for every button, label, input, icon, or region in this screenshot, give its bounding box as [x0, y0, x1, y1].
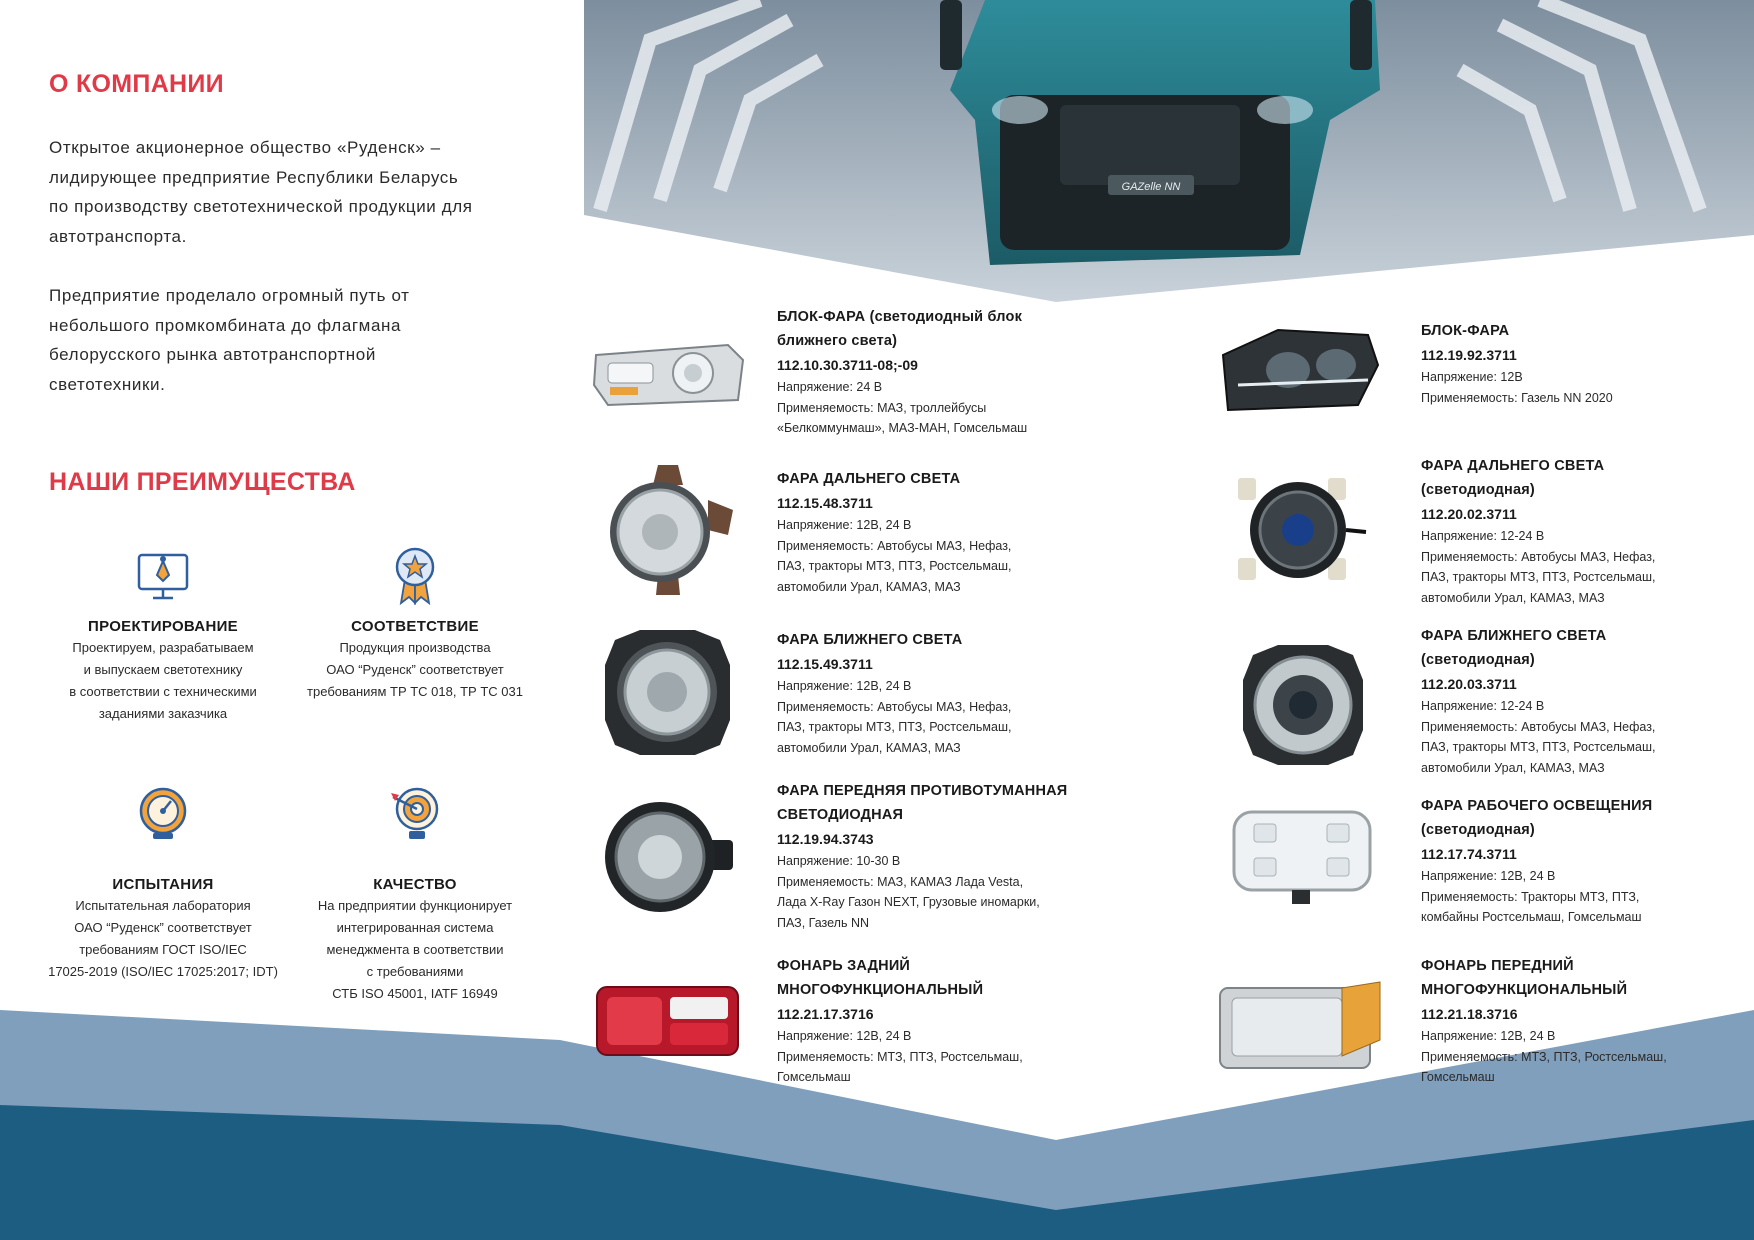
product-card [1421, 624, 1721, 778]
product-code: 112.21.17.3716 [777, 1006, 874, 1022]
advantage-desc: Испытательная лаборатория ОАО “Руденск” соответствует требованиям ГОСТ ISO/IEC 17025-2019 (ISO/IEC 17025:2017; IDT) [48, 898, 278, 979]
product-name: БЛОК-ФАРА (светодиодный блок ближнего света) [777, 309, 1023, 349]
product-code: 112.19.94.3743 [777, 831, 874, 847]
about-paragraph-2: Предприятие проделало огромный путь от небольшого промкомбината до флагмана белорусского рынка автотранспортной светотехники. [49, 286, 410, 394]
product-usage: Применяемость: МАЗ, КАМАЗ Лада Vesta, [777, 874, 1024, 889]
product-voltage: Напряжение: 12-24 В [1421, 699, 1545, 713]
advantage-compliance [290, 540, 540, 703]
product-card [777, 779, 1107, 933]
product-usage: автомобили Урал, КАМАЗ, МАЗ [777, 740, 961, 755]
advantage-title: КАЧЕСТВО [373, 876, 457, 893]
product-card [1421, 794, 1721, 928]
product-usage: ПАЗ, тракторы МТЗ, ПТЗ, Ростсельмаш, [777, 559, 1012, 573]
product-name: ФАРА ПЕРЕДНЯЯ ПРОТИВОТУМАННАЯ СВЕТОДИОДНАЯ [777, 783, 1068, 823]
product-usage: Применяемость: Автобусы МАЗ, Нефаз, [777, 699, 1012, 714]
product-card [777, 305, 1077, 439]
product-image-high-beam [598, 460, 738, 600]
product-code: 112.15.48.3711 [777, 495, 873, 511]
advantage-title: ИСПЫТАНИЯ [112, 876, 214, 893]
product-usage: ПАЗ, тракторы МТЗ, ПТЗ, Ростсельмаш, [777, 720, 1012, 734]
about-title: О КОМПАНИИ [49, 70, 224, 98]
product-usage: автомобили Урал, КАМАЗ, МАЗ [1421, 760, 1605, 775]
product-usage: Применяемость: МТЗ, ПТЗ, Ростсельмаш, [1421, 1049, 1667, 1064]
product-usage: Применяемость: Тракторы МТЗ, ПТЗ, [1421, 889, 1640, 904]
hero-photo [584, 0, 1754, 302]
design-monitor-icon [133, 540, 193, 610]
gauge-icon [133, 778, 193, 848]
advantage-title: ПРОЕКТИРОВАНИЕ [88, 618, 238, 635]
product-code: 112.20.02.3711 [1421, 506, 1517, 522]
product-usage: Применяемость: Газель NN 2020 [1421, 390, 1613, 405]
product-image-rear-lamp [595, 985, 740, 1057]
product-image-gazelle-headlamp [1218, 325, 1383, 415]
product-voltage: Напряжение: 24 В [777, 380, 883, 394]
product-code: 112.10.30.3711-08;-09 [777, 357, 918, 373]
product-usage: Применяемость: Автобусы МАЗ, Нефаз, [1421, 719, 1656, 734]
product-voltage: Напряжение: 12-24 В [1421, 529, 1545, 543]
product-card [1421, 954, 1721, 1088]
advantage-title: СООТВЕТСТВИЕ [351, 618, 479, 635]
product-name: ФАРА ДАЛЬНЕГО СВЕТА [777, 471, 961, 487]
product-card [1421, 319, 1721, 408]
product-usage: Применяемость: Автобусы МАЗ, Нефаз, [1421, 549, 1656, 564]
product-card [777, 628, 1077, 758]
product-usage: Гомсельмаш [777, 1070, 851, 1084]
advantages-title: НАШИ ПРЕИМУЩЕСТВА [49, 468, 356, 496]
product-name: ФАРА ДАЛЬНЕГО СВЕТА (светодиодная) [1421, 458, 1605, 498]
product-card [777, 954, 1077, 1088]
advantage-desc: Проектируем, разрабатываем и выпускаем светотехнику в соответствии с техническими заданиями заказчика [69, 640, 257, 721]
advantage-design [38, 540, 288, 725]
product-usage: ПАЗ, тракторы МТЗ, ПТЗ, Ростсельмаш, [1421, 740, 1656, 754]
product-usage: «Белкоммунмаш», МАЗ-МАН, Гомсельмаш [777, 421, 1028, 435]
product-image-front-lamp [1218, 980, 1383, 1075]
hero-badge: GAZelle NN [1121, 181, 1181, 193]
product-usage: ПАЗ, тракторы МТЗ, ПТЗ, Ростсельмаш, [1421, 570, 1656, 584]
product-card [777, 467, 1077, 597]
product-image-led-high-beam [1238, 470, 1368, 590]
product-usage: комбайны Ростсельмаш, Гомсельмаш [1421, 910, 1642, 924]
product-usage: Применяемость: МТЗ, ПТЗ, Ростсельмаш, [777, 1049, 1023, 1064]
product-image-work-lamp [1232, 810, 1372, 905]
product-usage: автомобили Урал, КАМАЗ, МАЗ [777, 579, 961, 594]
product-voltage: Напряжение: 12В [1421, 370, 1523, 384]
product-code: 112.19.92.3711 [1421, 347, 1517, 363]
product-voltage: Напряжение: 10-30 В [777, 854, 901, 868]
about-paragraph-1: Открытое акционерное общество «Руденск» – лидирующее предприятие Республики Беларусь по производству светотехнической продукции для автотранспорта. [49, 138, 473, 246]
product-code: 112.21.18.3716 [1421, 1006, 1518, 1022]
advantage-quality [290, 778, 540, 1005]
product-voltage: Напряжение: 12В, 24 В [1421, 869, 1556, 883]
product-name: ФАРА РАБОЧЕГО ОСВЕЩЕНИЯ (светодиодная) [1421, 798, 1653, 838]
product-voltage: Напряжение: 12В, 24 В [1421, 1029, 1556, 1043]
advantage-desc: Продукция производства ОАО “Руденск” соответствует требованиям ТР ТС 018, ТР ТС 031 [307, 640, 523, 699]
product-code: 112.17.74.3711 [1421, 846, 1517, 862]
product-image-low-beam [600, 625, 735, 760]
product-voltage: Напряжение: 12В, 24 В [777, 518, 912, 532]
product-usage: автомобили Урал, КАМАЗ, МАЗ [1421, 590, 1605, 605]
product-name: ФАРА БЛИЖНЕГО СВЕТА (светодиодная) [1421, 628, 1607, 668]
product-name: ФАРА БЛИЖНЕГО СВЕТА [777, 632, 963, 648]
product-image-fog-lamp [598, 785, 738, 925]
product-voltage: Напряжение: 12В, 24 В [777, 679, 912, 693]
advantage-testing [38, 778, 288, 983]
target-icon [385, 778, 445, 848]
product-code: 112.15.49.3711 [777, 656, 873, 672]
product-voltage: Напряжение: 12В, 24 В [777, 1029, 912, 1043]
product-image-headlamp-block [588, 335, 748, 410]
product-usage: Лада X-Ray Газон NEXT, Грузовые иномарки, [777, 895, 1040, 909]
product-card [1421, 454, 1721, 608]
product-usage: Гомсельмаш [1421, 1070, 1495, 1084]
product-name: ФОНАРЬ ПЕРЕДНИЙ МНОГОФУНКЦИОНАЛЬНЫЙ [1421, 958, 1628, 998]
product-name: БЛОК-ФАРА [1421, 323, 1510, 339]
award-medal-icon [385, 540, 445, 610]
product-name: ФОНАРЬ ЗАДНИЙ МНОГОФУНКЦИОНАЛЬНЫЙ [777, 958, 984, 998]
product-usage: Применяемость: МАЗ, троллейбусы [777, 400, 987, 415]
product-image-led-low-beam [1238, 640, 1368, 770]
advantage-desc: На предприятии функционирует интегрированная система менеджмента в соответствии с требованиями СТБ ISO 45001, IATF 16949 [317, 898, 513, 1001]
product-usage: Применяемость: Автобусы МАЗ, Нефаз, [777, 538, 1012, 553]
product-code: 112.20.03.3711 [1421, 676, 1517, 692]
product-usage: ПАЗ, Газель NN [777, 915, 870, 930]
